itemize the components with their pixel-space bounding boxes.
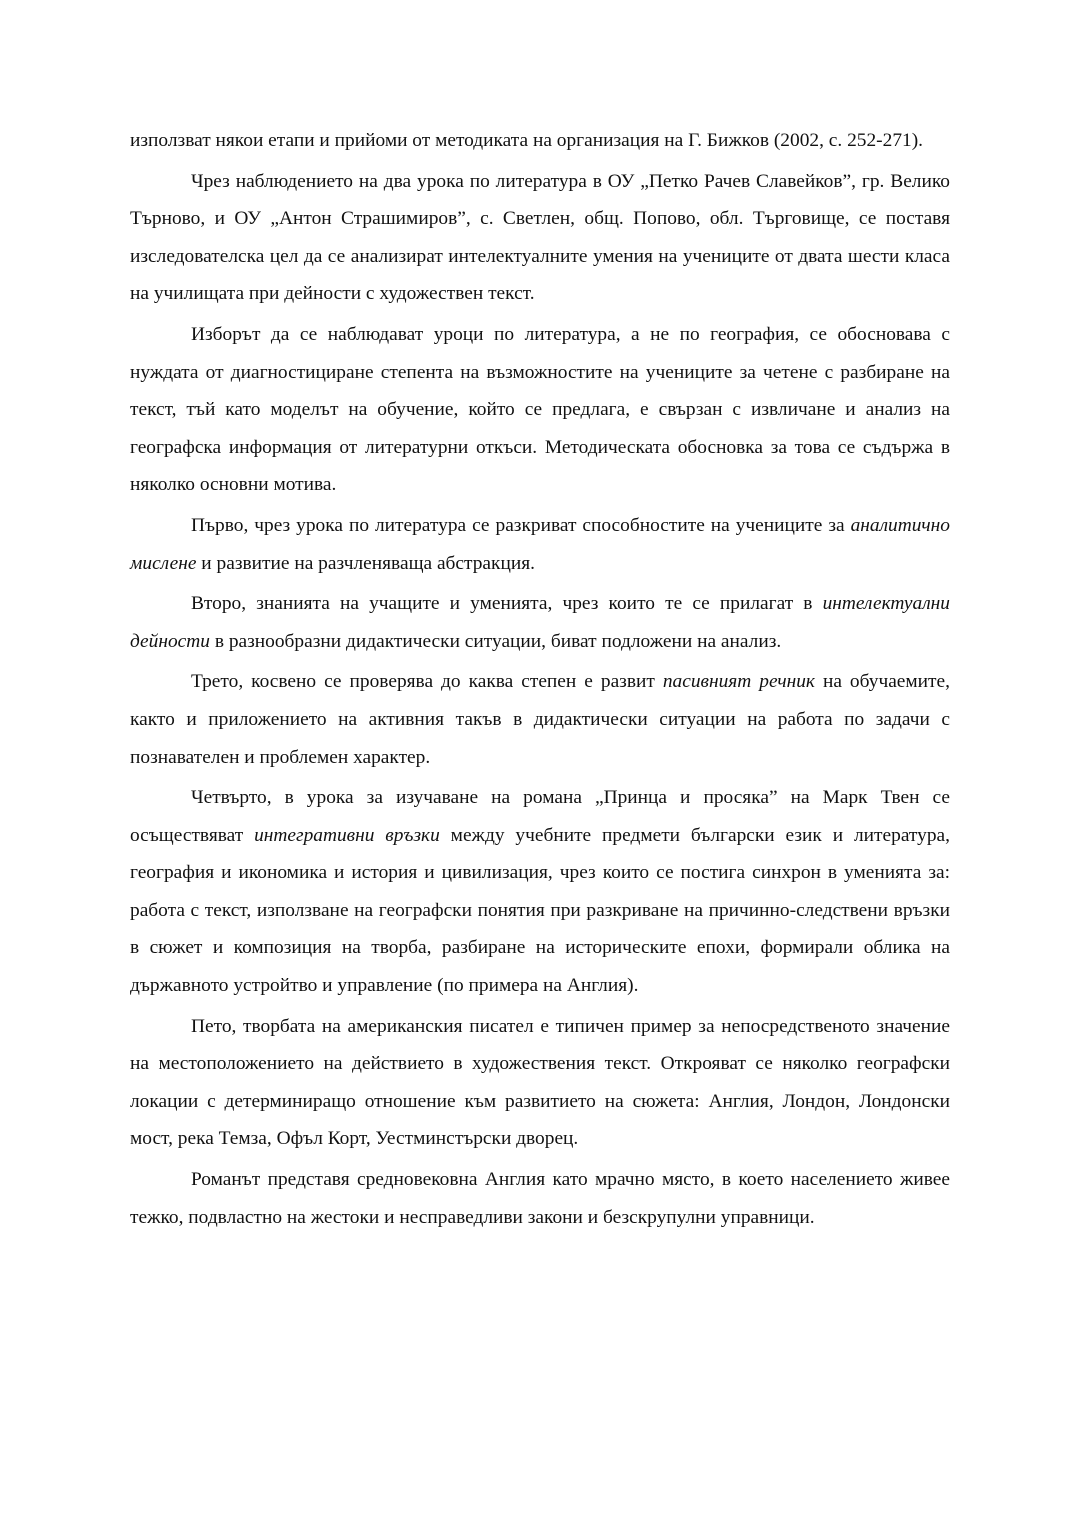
paragraph-continuation <box>130 122 950 160</box>
paragraph-text: Четвърто, в урока за изучаване на романа „Принца и просяка” на Марк Твен се осъществяват <box>130 787 950 846</box>
paragraph-text: и развитие на разчленяваща абстракция. <box>196 552 535 574</box>
paragraph-motive-second <box>130 585 950 660</box>
emphasis-term: интегративни връзки <box>254 824 440 846</box>
paragraph-text: на обучаемите, както и приложението на активния такъв в дидактически ситуации на работа по задачи с познавателен и проблемен характер. <box>130 671 950 768</box>
paragraph-text: Трето, косвено се проверява до каква степен е развит <box>191 671 663 693</box>
paragraph-text: Изборът да се наблюдават уроци по литература, а не по география, се обосновава с нуждата от диагностициране степента на възможностите на учениците за четене с разбиране на текст, тъй като моделът на обучение, който се предлага, е свързан с извличане и анализ на географска информация от литературни откъси. Методическата обосновка за това се съдържа в няколко основни мотива. <box>130 323 950 496</box>
paragraph-motive-fourth <box>130 779 950 1005</box>
emphasis-term: аналитично мислене <box>130 514 950 574</box>
paragraph-text: в разнообразни дидактически ситуации, биват подложени на анализ. <box>209 630 782 652</box>
paragraph-novel-setting <box>130 1161 950 1236</box>
paragraph-text: Романът представя средновековна Англия като мрачно място, в което населението живее тежко, подвластно на жестоки и несправедливи закони и безскрупулни управници. <box>130 1169 950 1228</box>
paragraph-motive-fifth <box>130 1008 950 1158</box>
paragraph-choice-rationale <box>130 316 950 504</box>
paragraph-text: използват някои етапи и прийоми от методиката на организация на Г. Бижков (2002, с. 252-271). <box>130 130 924 151</box>
paragraph-text: между учебните предмети български език и литература, география и икономика и история и цивилизация, чрез които се постига синхрон в уменията за: работа с текст, използване на географски понятия при разкриване на причинно-следствени връзки в сюжет и композиция на творба, разбиране на историческите епохи, формирали облика на държавното устройтво и управление (по примера на Англия). <box>130 824 950 997</box>
paragraph-text: Пето, творбата на американския писател е типичен пример за непосредственото значение на местоположението на действието в художествения текст. Открояват се няколко географски локации с детерминиращо отношение към развитието на сюжета: Англия, Лондон, Лондонски мост, река Темза, Офъл Корт, Уестминстърски дворец. <box>130 1015 950 1150</box>
paragraph-text: Първо, чрез урока по литература се разкриват способностите на учениците за <box>191 514 851 536</box>
paragraph-observation <box>130 163 950 313</box>
paragraph-motive-first <box>130 507 950 582</box>
document-body <box>130 122 950 1236</box>
paragraph-motive-third <box>130 663 950 776</box>
paragraph-text: Второ, знанията на учащите и уменията, чрез които те се прилагат в <box>191 593 823 615</box>
emphasis-term: пасивният речник <box>662 671 815 693</box>
emphasis-term: интелектуални дейности <box>130 593 950 652</box>
paragraph-text: Чрез наблюдението на два урока по литература в ОУ „Петко Рачев Славейков”, гр. Велико Търново, и ОУ „Антон Страшимиров”, с. Светлен, общ. Попово, обл. Търговище, се поставя изследователска цел да се анализират интелектуалните умения на учениците от двата шести класа на училищата при дейности с художествен текст. <box>130 170 950 305</box>
